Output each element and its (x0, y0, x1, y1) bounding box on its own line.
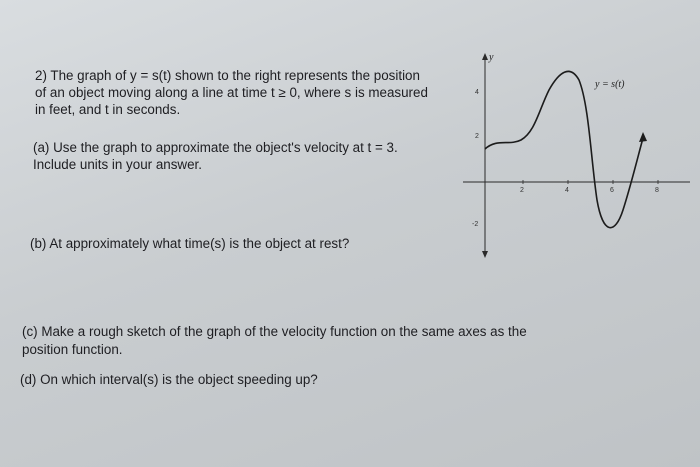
x-tick-label-2: 2 (520, 187, 524, 194)
part-d: (d) On which interval(s) is the object speeding up? (20, 372, 318, 387)
problem-2-line-1: 2) The graph of y = s(t) shown to the right represents the position (35, 68, 420, 83)
y-axis-label: y (489, 52, 494, 63)
y-tick-label-2: 2 (475, 133, 479, 140)
y-tick-label-4: 4 (475, 89, 479, 96)
position-curve (485, 71, 643, 227)
problem-2-line-2: of an object moving along a line at time t ≥ 0, where s is measured (35, 85, 428, 100)
x-tick-label-6: 6 (610, 187, 614, 194)
part-a-line-1: (a) Use the graph to approximate the object's velocity at t = 3. (33, 140, 398, 155)
problem-2-line-3: in feet, and t in seconds. (35, 102, 181, 117)
part-c-line-1: (c) Make a rough sketch of the graph of the velocity function on the same axes as the (22, 324, 527, 339)
part-a-line-2: Include units in your answer. (33, 157, 202, 172)
y-axis-arrow-up (482, 53, 488, 60)
part-c-line-2: position function. (22, 342, 123, 357)
y-tick-label-neg2: -2 (472, 221, 479, 228)
part-b: (b) At approximately what time(s) is the object at rest? (30, 236, 350, 251)
y-axis-arrow-down (482, 251, 488, 258)
curve-end-arrow (639, 132, 647, 142)
function-label: y = s(t) (595, 79, 625, 90)
x-tick-label-8: 8 (655, 187, 659, 194)
x-tick-label-4: 4 (565, 187, 569, 194)
position-graph (455, 50, 695, 260)
